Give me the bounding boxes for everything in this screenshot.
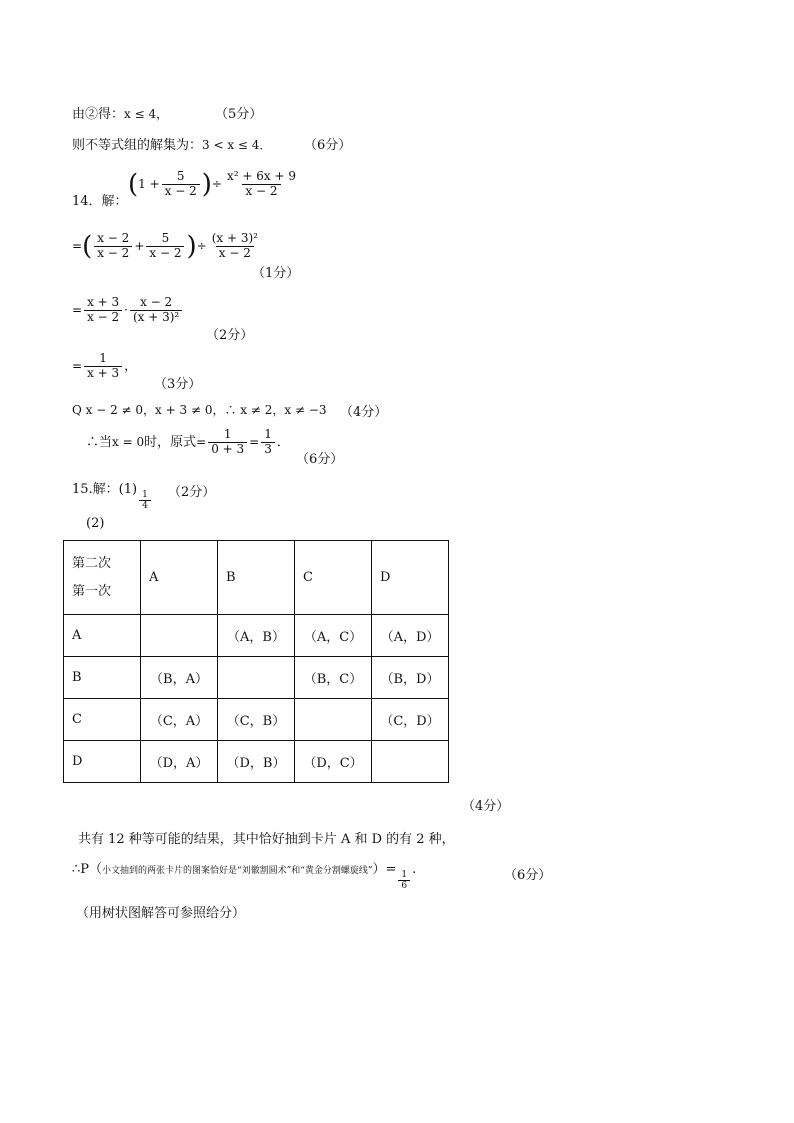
den: 0 + 3 bbox=[208, 442, 247, 457]
paren-close: ) bbox=[201, 169, 212, 200]
q15-part-2-label: (2) bbox=[86, 516, 105, 531]
den: x − 2 bbox=[242, 184, 280, 199]
cell bbox=[295, 699, 372, 741]
q14-conditions: Q x − 2 ≠ 0，x + 3 ≠ 0，∴ x ≠ 2，x ≠ −3 bbox=[72, 403, 327, 417]
prefix: ∴P（ bbox=[72, 862, 103, 877]
fraction bbox=[146, 232, 184, 261]
q15-note: （用树状图解答可参照给分） bbox=[76, 906, 246, 921]
score-6c: （6分） bbox=[504, 868, 552, 883]
score-4: （4分） bbox=[340, 405, 388, 420]
q15-probability bbox=[72, 858, 416, 892]
den: x − 2 bbox=[94, 246, 132, 261]
table-row bbox=[64, 541, 449, 615]
fraction bbox=[139, 490, 151, 512]
fraction bbox=[94, 232, 132, 261]
eq: = bbox=[249, 434, 260, 449]
q14-evaluate bbox=[86, 428, 290, 457]
fraction bbox=[84, 352, 122, 381]
cell: （B，C） bbox=[295, 657, 372, 699]
den: x − 2 bbox=[84, 310, 122, 325]
num: 1 bbox=[99, 351, 107, 365]
row-header: D bbox=[64, 741, 141, 783]
table-row bbox=[64, 699, 449, 741]
den: x − 2 bbox=[162, 184, 200, 199]
den: x − 2 bbox=[146, 246, 184, 261]
fraction bbox=[261, 428, 275, 457]
q14-step-1 bbox=[72, 232, 263, 261]
num: 1 bbox=[401, 870, 408, 880]
num: 1 bbox=[223, 427, 232, 441]
paren-open: ( bbox=[128, 169, 139, 200]
num: 5 bbox=[161, 231, 170, 245]
col-header: B bbox=[218, 541, 295, 615]
header-bottom: 第一次 bbox=[72, 583, 112, 599]
label: 15.解：(1) bbox=[72, 482, 138, 497]
den: x + 3 bbox=[84, 366, 122, 381]
cell: （D，A） bbox=[141, 741, 218, 783]
den: (x + 3)² bbox=[130, 310, 182, 325]
math: 3 < x ≤ 4． bbox=[202, 138, 272, 152]
cell: （C，B） bbox=[218, 699, 295, 741]
eq: = bbox=[72, 302, 83, 317]
row-header: A bbox=[64, 615, 141, 657]
row-header: C bbox=[64, 699, 141, 741]
score-6b: （6分） bbox=[296, 452, 344, 467]
paren-close: ) bbox=[186, 231, 197, 262]
cell: （B，D） bbox=[372, 657, 449, 699]
den: 6 bbox=[398, 880, 410, 891]
num: x + 3 bbox=[87, 295, 120, 309]
fraction bbox=[130, 296, 182, 325]
fraction bbox=[162, 170, 200, 199]
dot: · bbox=[124, 302, 128, 317]
fraction bbox=[209, 232, 261, 261]
score-3: （3分） bbox=[154, 377, 202, 392]
div: ÷ bbox=[211, 176, 222, 191]
event: 小文抽到的两张卡片的图案恰好是“刘徽割圆术”和“黄金分割螺旋线” bbox=[102, 866, 373, 876]
den: 4 bbox=[139, 500, 151, 511]
q14-step-2 bbox=[72, 296, 184, 325]
x-value: x = 0 bbox=[112, 434, 145, 449]
cell: （A，B） bbox=[218, 615, 295, 657]
end: . bbox=[412, 862, 417, 877]
row-header: B bbox=[64, 657, 141, 699]
prefix: ∴当 bbox=[86, 434, 113, 450]
q15-summary: 共有 12 种等可能的结果，其中恰好抽到卡片 A 和 D 的有 2 种， bbox=[78, 832, 455, 847]
fraction bbox=[84, 296, 122, 325]
text: 则不等式组的解集为： bbox=[72, 138, 203, 153]
eq: = bbox=[72, 238, 83, 253]
score-6: （6分） bbox=[304, 138, 352, 153]
cell bbox=[218, 657, 295, 699]
fraction bbox=[208, 428, 247, 457]
plus: + bbox=[134, 238, 145, 253]
num: 5 bbox=[176, 169, 185, 183]
fraction bbox=[224, 170, 299, 199]
outcome-table bbox=[63, 540, 449, 783]
num: (x + 3)² bbox=[211, 231, 258, 245]
header-top: 第二次 bbox=[72, 555, 112, 571]
q14-label: 14．解： bbox=[72, 194, 128, 209]
num: x − 2 bbox=[140, 295, 173, 309]
text: 由②得： bbox=[72, 107, 125, 122]
cell: （D，B） bbox=[218, 741, 295, 783]
q15-part-1 bbox=[72, 478, 153, 512]
cell: （C，A） bbox=[141, 699, 218, 741]
one-plus: 1 + bbox=[138, 176, 160, 191]
num: 1 bbox=[264, 427, 272, 441]
num: x² + 6x + 9 bbox=[226, 169, 296, 183]
col-header: A bbox=[141, 541, 218, 615]
num: 1 bbox=[142, 490, 148, 500]
cell: （C，D） bbox=[372, 699, 449, 741]
num: x − 2 bbox=[97, 231, 130, 245]
score-5: （5分） bbox=[215, 107, 263, 122]
score-1: （1分） bbox=[252, 266, 300, 281]
table-row bbox=[64, 657, 449, 699]
fraction bbox=[398, 870, 410, 892]
q14-expression bbox=[128, 170, 301, 199]
cell: （A，D） bbox=[372, 615, 449, 657]
div: ÷ bbox=[196, 238, 207, 253]
cell bbox=[372, 741, 449, 783]
score-2b: （2分） bbox=[168, 485, 216, 500]
den: 3 bbox=[261, 442, 275, 457]
eq: = bbox=[196, 434, 207, 449]
header-cell bbox=[64, 541, 141, 615]
table-row bbox=[64, 615, 449, 657]
col-header: D bbox=[372, 541, 449, 615]
table-row bbox=[64, 741, 449, 783]
line-solution-set bbox=[72, 134, 271, 153]
cell bbox=[141, 615, 218, 657]
cell: （A，C） bbox=[295, 615, 372, 657]
mid: 时，原式 bbox=[144, 434, 197, 450]
score-2: （2分） bbox=[206, 328, 254, 343]
math: x ≤ 4， bbox=[124, 107, 169, 121]
eq: = bbox=[72, 358, 83, 373]
q14-step-3 bbox=[72, 352, 137, 381]
paren-open: ( bbox=[82, 231, 93, 262]
end: ． bbox=[276, 434, 290, 450]
col-header: C bbox=[295, 541, 372, 615]
comma: ， bbox=[124, 358, 138, 374]
cell: （B，A） bbox=[141, 657, 218, 699]
den: x − 2 bbox=[216, 246, 254, 261]
suffix: ）= bbox=[372, 862, 397, 877]
score-4b: （4分） bbox=[462, 799, 510, 814]
cell: （D，C） bbox=[295, 741, 372, 783]
line-x-le-4 bbox=[72, 103, 168, 122]
